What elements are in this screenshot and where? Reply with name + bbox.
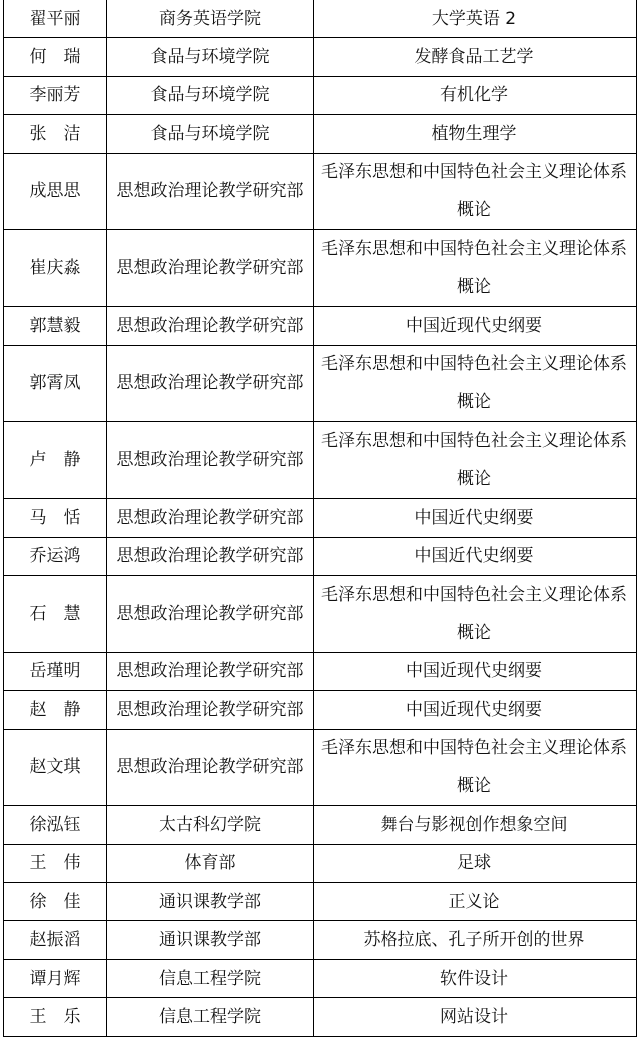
table-row — [4, 0, 636, 38]
table-row — [4, 38, 636, 76]
table-row — [4, 230, 636, 307]
table-row — [4, 422, 636, 499]
department-cell: 通识课教学部 — [107, 883, 314, 920]
table-row — [4, 499, 636, 537]
table-row — [4, 653, 636, 691]
course-cell: 正义论 — [448, 891, 500, 912]
course-cell: 发酵食品工艺学 — [414, 47, 534, 68]
department-cell: 食品与环境学院 — [107, 77, 314, 114]
table-row — [4, 346, 636, 423]
department-cell: 思想政治理论教学研究部 — [107, 730, 314, 806]
table-row — [4, 921, 636, 959]
teacher-course-table — [3, 0, 637, 1037]
table-row — [4, 845, 636, 883]
department-cell: 思想政治理论教学研究部 — [107, 499, 314, 536]
department-cell: 思想政治理论教学研究部 — [107, 154, 314, 230]
course-cell: 舞台与影视创作想象空间 — [380, 815, 568, 835]
department-cell: 思想政治理论教学研究部 — [107, 307, 314, 344]
teacher-name-cell: 郭慧毅 — [4, 307, 107, 344]
department-cell: 体育部 — [107, 845, 314, 882]
table-row — [4, 883, 636, 921]
table-row — [4, 576, 636, 653]
table-row — [4, 538, 636, 576]
department-cell: 思想政治理论教学研究部 — [107, 538, 314, 575]
course-cell: 软件设计 — [440, 968, 508, 989]
teacher-name-cell: 卢 静 — [4, 422, 107, 498]
course-cell: 毛泽东思想和中国特色社会主义理论体系概论 — [321, 431, 627, 490]
course-cell: 中国近代史纲要 — [414, 507, 534, 528]
teacher-name-cell: 徐泓钰 — [4, 806, 107, 843]
course-cell: 毛泽东思想和中国特色社会主义理论体系概论 — [321, 738, 627, 797]
table-row — [4, 960, 636, 998]
department-cell: 通识课教学部 — [107, 921, 314, 958]
table-row — [4, 77, 636, 115]
course-cell: 中国近现代史纲要 — [406, 699, 542, 720]
department-cell: 食品与环境学院 — [107, 115, 314, 152]
teacher-name-cell: 赵振滔 — [4, 921, 107, 958]
course-cell: 苏格拉底、孔子所开创的世界 — [363, 930, 585, 951]
teacher-name-cell: 张 洁 — [4, 115, 107, 152]
teacher-name-cell: 成思思 — [4, 154, 107, 230]
table-row — [4, 115, 636, 153]
department-cell: 思想政治理论教学研究部 — [107, 230, 314, 306]
teacher-name-cell: 乔运鸿 — [4, 538, 107, 575]
table-row — [4, 154, 636, 231]
teacher-name-cell: 李丽芳 — [4, 77, 107, 114]
teacher-name-cell: 赵文琪 — [4, 730, 107, 806]
teacher-name-cell: 石 慧 — [4, 576, 107, 652]
department-cell: 思想政治理论教学研究部 — [107, 691, 314, 728]
table-row — [4, 806, 636, 844]
course-cell: 毛泽东思想和中国特色社会主义理论体系概论 — [321, 584, 627, 643]
teacher-name-cell: 岳瑾明 — [4, 653, 107, 690]
department-cell: 信息工程学院 — [107, 960, 314, 997]
course-cell: 网站设计 — [440, 1006, 508, 1027]
table-row — [4, 307, 636, 345]
course-cell: 中国近现代史纲要 — [406, 315, 542, 336]
course-cell: 植物生理学 — [431, 123, 517, 144]
table-row — [4, 691, 636, 729]
department-cell: 思想政治理论教学研究部 — [107, 422, 314, 498]
course-cell: 中国近现代史纲要 — [406, 661, 542, 682]
teacher-name-cell: 谭月辉 — [4, 960, 107, 997]
course-cell: 毛泽东思想和中国特色社会主义理论体系概论 — [321, 162, 627, 221]
teacher-name-cell: 徐 佳 — [4, 883, 107, 920]
department-cell: 食品与环境学院 — [107, 38, 314, 75]
course-cell: 有机化学 — [440, 85, 508, 106]
teacher-name-cell: 王 伟 — [4, 845, 107, 882]
table-row — [4, 730, 636, 807]
teacher-name-cell: 马 恬 — [4, 499, 107, 536]
department-cell: 思想政治理论教学研究部 — [107, 346, 314, 422]
table-row — [4, 998, 636, 1036]
department-cell: 思想政治理论教学研究部 — [107, 653, 314, 690]
department-cell: 太古科幻学院 — [107, 806, 314, 843]
teacher-name-cell: 赵 静 — [4, 691, 107, 728]
teacher-name-cell: 翟平丽 — [4, 0, 107, 37]
course-cell: 中国近代史纲要 — [414, 546, 534, 567]
course-cell: 毛泽东思想和中国特色社会主义理论体系概论 — [321, 354, 627, 413]
course-cell: 大学英语 2 — [431, 8, 517, 29]
teacher-name-cell: 崔庆淼 — [4, 230, 107, 306]
department-cell: 商务英语学院 — [107, 0, 314, 37]
course-cell: 足球 — [457, 853, 491, 874]
teacher-name-cell: 郭霄凤 — [4, 346, 107, 422]
department-cell: 信息工程学院 — [107, 998, 314, 1035]
department-cell: 思想政治理论教学研究部 — [107, 576, 314, 652]
teacher-name-cell: 王 乐 — [4, 998, 107, 1035]
teacher-name-cell: 何 瑞 — [4, 38, 107, 75]
course-cell: 毛泽东思想和中国特色社会主义理论体系概论 — [321, 239, 627, 298]
